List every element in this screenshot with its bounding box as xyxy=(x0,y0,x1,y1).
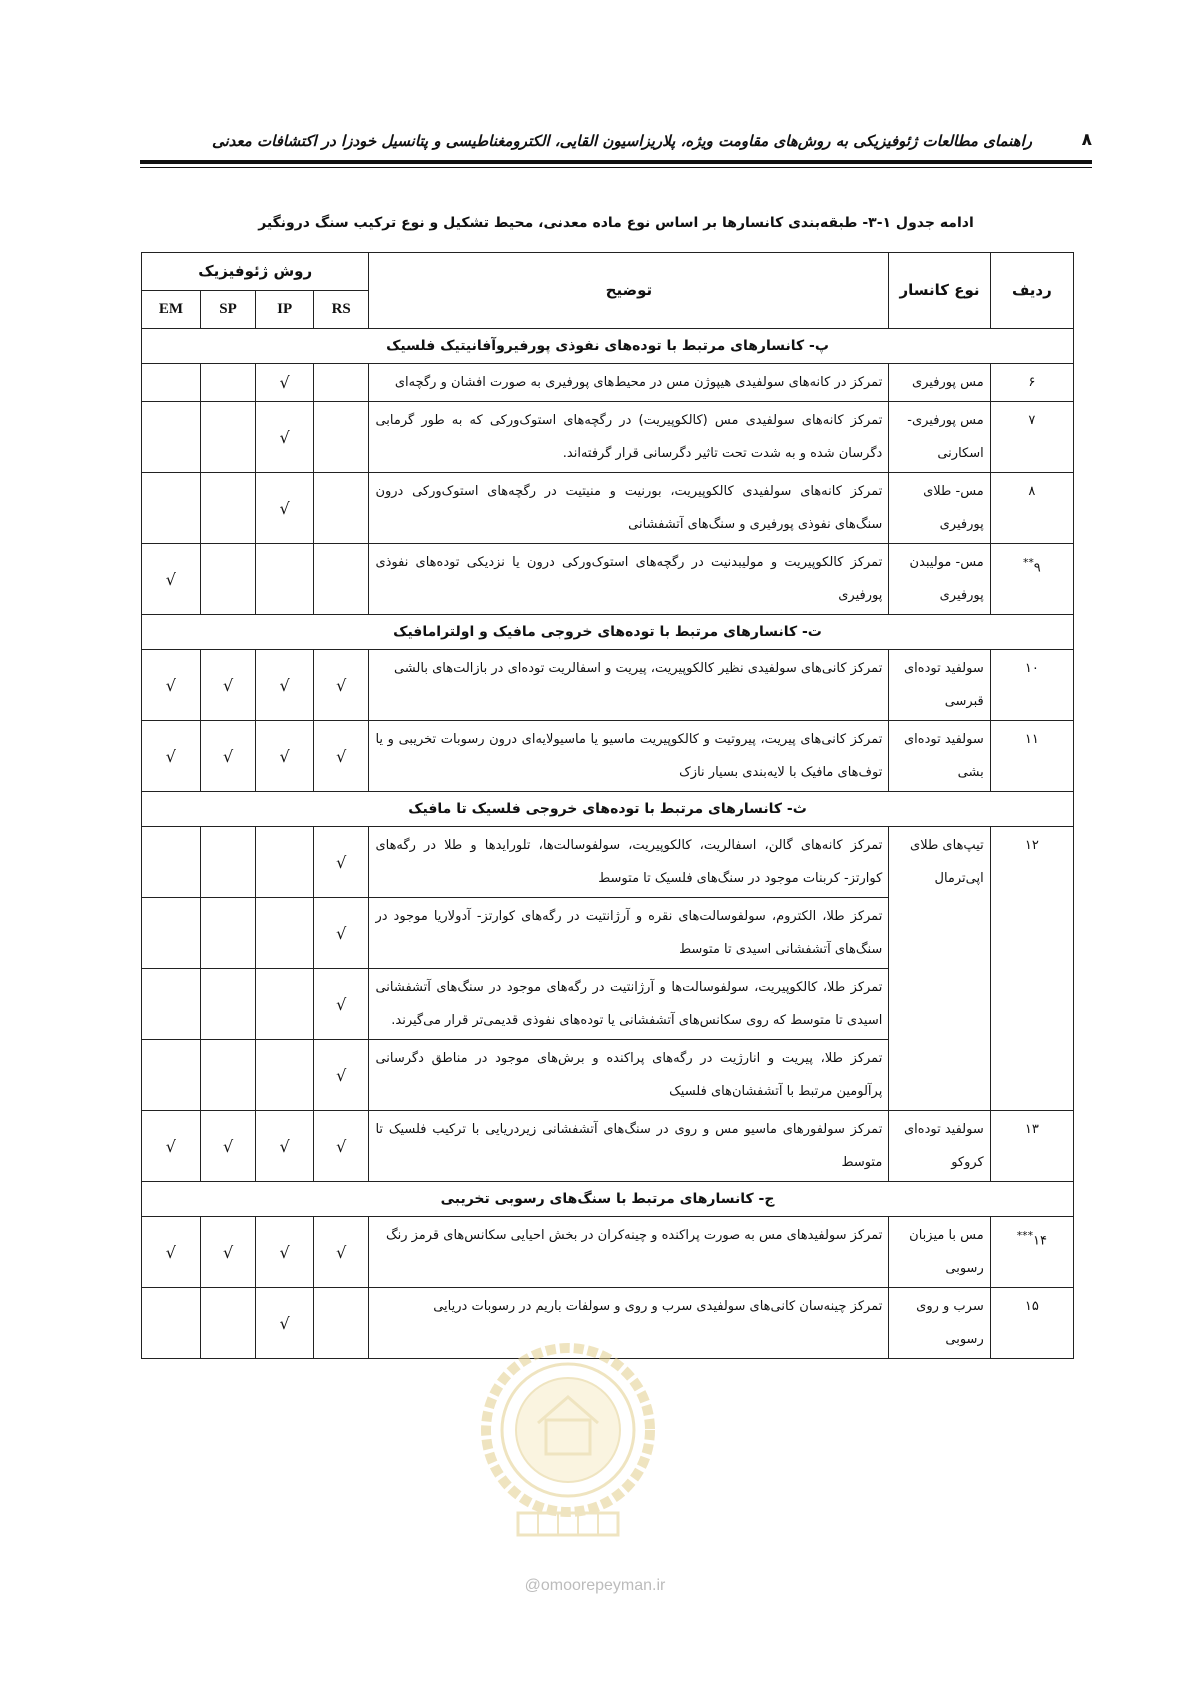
mark-rs: √ xyxy=(313,721,369,792)
row-index: ۱۱ xyxy=(990,721,1073,792)
col-header-desc: توضیح xyxy=(369,253,889,329)
mark-em xyxy=(142,402,201,473)
mark-ip xyxy=(256,544,314,615)
section-title-t: ت- کانسارهای مرتبط با توده‌های خروجی مافیک و اولترامافیک xyxy=(142,615,1074,650)
mark-rs xyxy=(313,544,369,615)
running-title: راهنمای مطالعات ژئوفیزیکی به روش‌های مقاومت ویژه، پلاریزاسیون القایی، الکترومغناطیسی و پتانسیل خودزا در اکتشافات معدنی xyxy=(211,132,1032,150)
row-index xyxy=(990,544,1073,615)
deposit-type: مس- طلای پورفیری xyxy=(889,473,990,544)
mark-rs: √ xyxy=(313,650,369,721)
table-row xyxy=(142,721,1074,792)
deposit-description: تمرکز در کانه‌های سولفیدی هیپوژن مس در محیط‌های پورفیری به صورت افشان و رگچه‌ای xyxy=(369,364,889,402)
deposit-type: مس پورفیری- اسکارنی xyxy=(889,402,990,473)
section-title-th: ث- کانسارهای مرتبط با توده‌های خروجی فلسیک تا مافیک xyxy=(142,792,1074,827)
mark-sp xyxy=(200,827,256,898)
mark-sp: √ xyxy=(200,1217,256,1288)
mark-ip: √ xyxy=(256,721,314,792)
header-rule-thin xyxy=(140,167,1092,168)
mark-em xyxy=(142,969,201,1040)
deposit-description: تمرکز طلا، پیریت و انارژیت در رگه‌های پراکنده و برش‌های موجود در مناطق دگرسانی پرآلومین مرتبط با آتشفشان‌های فلسیک xyxy=(369,1040,889,1111)
table-row xyxy=(142,473,1074,544)
table-row xyxy=(142,650,1074,721)
table-row xyxy=(142,402,1074,473)
deposit-description: تمرکز چینه‌سان کانی‌های سولفیدی سرب و روی و سولفات باریم در رسوبات دریایی xyxy=(369,1288,889,1359)
col-header-ip: IP xyxy=(256,291,314,329)
mark-ip: √ xyxy=(256,402,314,473)
mark-rs xyxy=(313,1288,369,1359)
section-title-p: پ- کانسارهای مرتبط با توده‌های نفوذی پورفیروآفانیتیک فلسیک xyxy=(142,329,1074,364)
col-header-row: ردیف xyxy=(990,253,1073,329)
mark-em xyxy=(142,473,201,544)
mark-em: √ xyxy=(142,1217,201,1288)
deposit-description: تمرکز سولفیدهای مس به صورت پراکنده و چینه‌کران در بخش احیایی سکانس‌های قرمز رنگ xyxy=(369,1217,889,1288)
section-row xyxy=(142,792,1074,827)
footer-site: @omoorepeyman.ir xyxy=(524,1577,666,1594)
col-header-em: EM xyxy=(142,291,201,329)
mark-rs: √ xyxy=(313,898,369,969)
row-index: ۱۳ xyxy=(990,1111,1073,1182)
mark-sp xyxy=(200,1288,256,1359)
deposit-description: تمرکز سولفورهای ماسیو مس و روی در سنگ‌های آتشفشانی زیردریایی با ترکیب فلسیک تا متوسط xyxy=(369,1111,889,1182)
section-title-j: ج- کانسارهای مرتبط با سنگ‌های رسوبی تخریبی xyxy=(142,1182,1074,1217)
deposit-type: سولفید توده‌ای کروکو xyxy=(889,1111,990,1182)
mark-ip: √ xyxy=(256,1111,314,1182)
mark-sp xyxy=(200,473,256,544)
deposit-description: تمرکز کانه‌های گالن، اسفالریت، کالکوپیریت، سولفوسالت‌ها، تلورایدها و طلا در رگه‌های کوارتز- کربنات موجود در سنگ‌های فلسیک تا متوسط xyxy=(369,827,889,898)
mark-em xyxy=(142,1040,201,1111)
mark-rs xyxy=(313,473,369,544)
table-row xyxy=(142,1111,1074,1182)
row-index: ۱۲ xyxy=(990,827,1073,1111)
mark-ip: √ xyxy=(256,473,314,544)
mark-sp xyxy=(200,898,256,969)
mark-em: √ xyxy=(142,544,201,615)
deposit-description: تمرکز کالکوپیریت و مولیبدنیت در رگچه‌های استوک‌ورکی درون یا نزدیکی توده‌های نفوذی پورفیری xyxy=(369,544,889,615)
mark-ip: √ xyxy=(256,364,314,402)
mark-ip: √ xyxy=(256,1288,314,1359)
deposit-description: تمرکز کانه‌های سولفیدی کالکوپیریت، بورنیت و منیتیت در رگچه‌های استوک‌ورکی درون سنگ‌های نفوذی پورفیری و سنگ‌های آتشفشانی xyxy=(369,473,889,544)
mark-rs: √ xyxy=(313,1217,369,1288)
deposit-description: تمرکز کانه‌های سولفیدی مس (کالکوپیریت) در رگچه‌های استوک‌ورکی که به طور گرمابی دگرسان شده و به شدت تحت تاثیر دگرسانی قرار گرفته‌اند. xyxy=(369,402,889,473)
deposit-description: تمرکز طلا، الکتروم، سولفوسالت‌های نقره و آرژانتیت در رگه‌های کوارتز- آدولاریا موجود در سنگ‌های آتشفشانی اسیدی تا متوسط xyxy=(369,898,889,969)
section-row xyxy=(142,1182,1074,1217)
mark-sp: √ xyxy=(200,1111,256,1182)
deposit-description: تمرکز طلا، کالکوپیریت، سولفوسالت‌ها و آرژانتیت در رگه‌های موجود در سنگ‌های آتشفشانی اسیدی تا متوسط که روی سکانس‌های آتشفشانی یا توده‌های نفوذی قدیمی‌تر قرار می‌گیرند. xyxy=(369,969,889,1040)
mark-sp xyxy=(200,1040,256,1111)
table-row xyxy=(142,364,1074,402)
header-rule-thick xyxy=(140,160,1092,164)
mark-em xyxy=(142,1288,201,1359)
header-row-1 xyxy=(142,253,1074,291)
table-row xyxy=(142,1217,1074,1288)
section-row xyxy=(142,329,1074,364)
row-index: ۱۵ xyxy=(990,1288,1073,1359)
mark-rs: √ xyxy=(313,969,369,1040)
mark-sp xyxy=(200,969,256,1040)
deposit-type: سرب و روی رسوبی xyxy=(889,1288,990,1359)
mark-em: √ xyxy=(142,721,201,792)
page-number: ۸ xyxy=(1081,130,1092,150)
table-row xyxy=(142,827,1074,898)
mark-em xyxy=(142,364,201,402)
footnote-mark: *** xyxy=(1016,1229,1033,1242)
mark-sp: √ xyxy=(200,650,256,721)
mark-ip xyxy=(256,1040,314,1111)
mark-ip xyxy=(256,898,314,969)
mark-ip xyxy=(256,969,314,1040)
mark-ip: √ xyxy=(256,1217,314,1288)
watermark-seal-icon xyxy=(478,1335,658,1550)
mark-sp xyxy=(200,402,256,473)
deposit-type: تیپ‌های طلای اپی‌ترمال xyxy=(889,827,990,1111)
footnote-mark: ** xyxy=(1022,556,1034,569)
deposit-type: سولفید توده‌ای بشی xyxy=(889,721,990,792)
mark-rs: √ xyxy=(313,1040,369,1111)
row-index xyxy=(990,1217,1073,1288)
mark-sp: √ xyxy=(200,721,256,792)
row-index: ۸ xyxy=(990,473,1073,544)
mark-rs: √ xyxy=(313,1111,369,1182)
row-index: ۱۰ xyxy=(990,650,1073,721)
col-header-type: نوع کانسار xyxy=(889,253,990,329)
col-header-methods: روش ژئوفیزیک xyxy=(142,253,369,291)
col-header-sp: SP xyxy=(200,291,256,329)
deposit-type: مس پورفیری xyxy=(889,364,990,402)
deposit-type: سولفید توده‌ای قبرسی xyxy=(889,650,990,721)
mark-em xyxy=(142,898,201,969)
page-header xyxy=(140,124,1092,164)
mark-em: √ xyxy=(142,650,201,721)
mark-ip: √ xyxy=(256,650,314,721)
row-index: ۷ xyxy=(990,402,1073,473)
mark-em xyxy=(142,827,201,898)
classification-table xyxy=(141,252,1074,1359)
deposit-type: مس با میزبان رسوبی xyxy=(889,1217,990,1288)
deposit-description: تمرکز کانی‌های سولفیدی نظیر کالکوپیریت، پیریت و اسفالریت توده‌ای در بازالت‌های بالشی xyxy=(369,650,889,721)
section-row xyxy=(142,615,1074,650)
table-row xyxy=(142,544,1074,615)
mark-rs: √ xyxy=(313,827,369,898)
mark-sp xyxy=(200,364,256,402)
row-index-number: ۱۴ xyxy=(1033,1233,1047,1249)
mark-rs xyxy=(313,364,369,402)
col-header-rs: RS xyxy=(313,291,369,329)
deposit-description: تمرکز کانی‌های پیریت، پیروتیت و کالکوپیریت ماسیو یا ماسیولایه‌ای درون رسوبات تخریبی و یا توف‌های مافیک با لایه‌بندی بسیار نازک xyxy=(369,721,889,792)
deposit-type: مس- مولیبدن پورفیری xyxy=(889,544,990,615)
row-index-number: ۹ xyxy=(1033,560,1041,576)
mark-rs xyxy=(313,402,369,473)
row-index: ۶ xyxy=(990,364,1073,402)
table-caption: ادامه جدول ۱-۳- طبقه‌بندی کانسارها بر اساس نوع ماده معدنی، محیط تشکیل و نوع ترکیب سنگ درونگیر xyxy=(258,215,974,231)
mark-ip xyxy=(256,827,314,898)
mark-em: √ xyxy=(142,1111,201,1182)
mark-sp xyxy=(200,544,256,615)
